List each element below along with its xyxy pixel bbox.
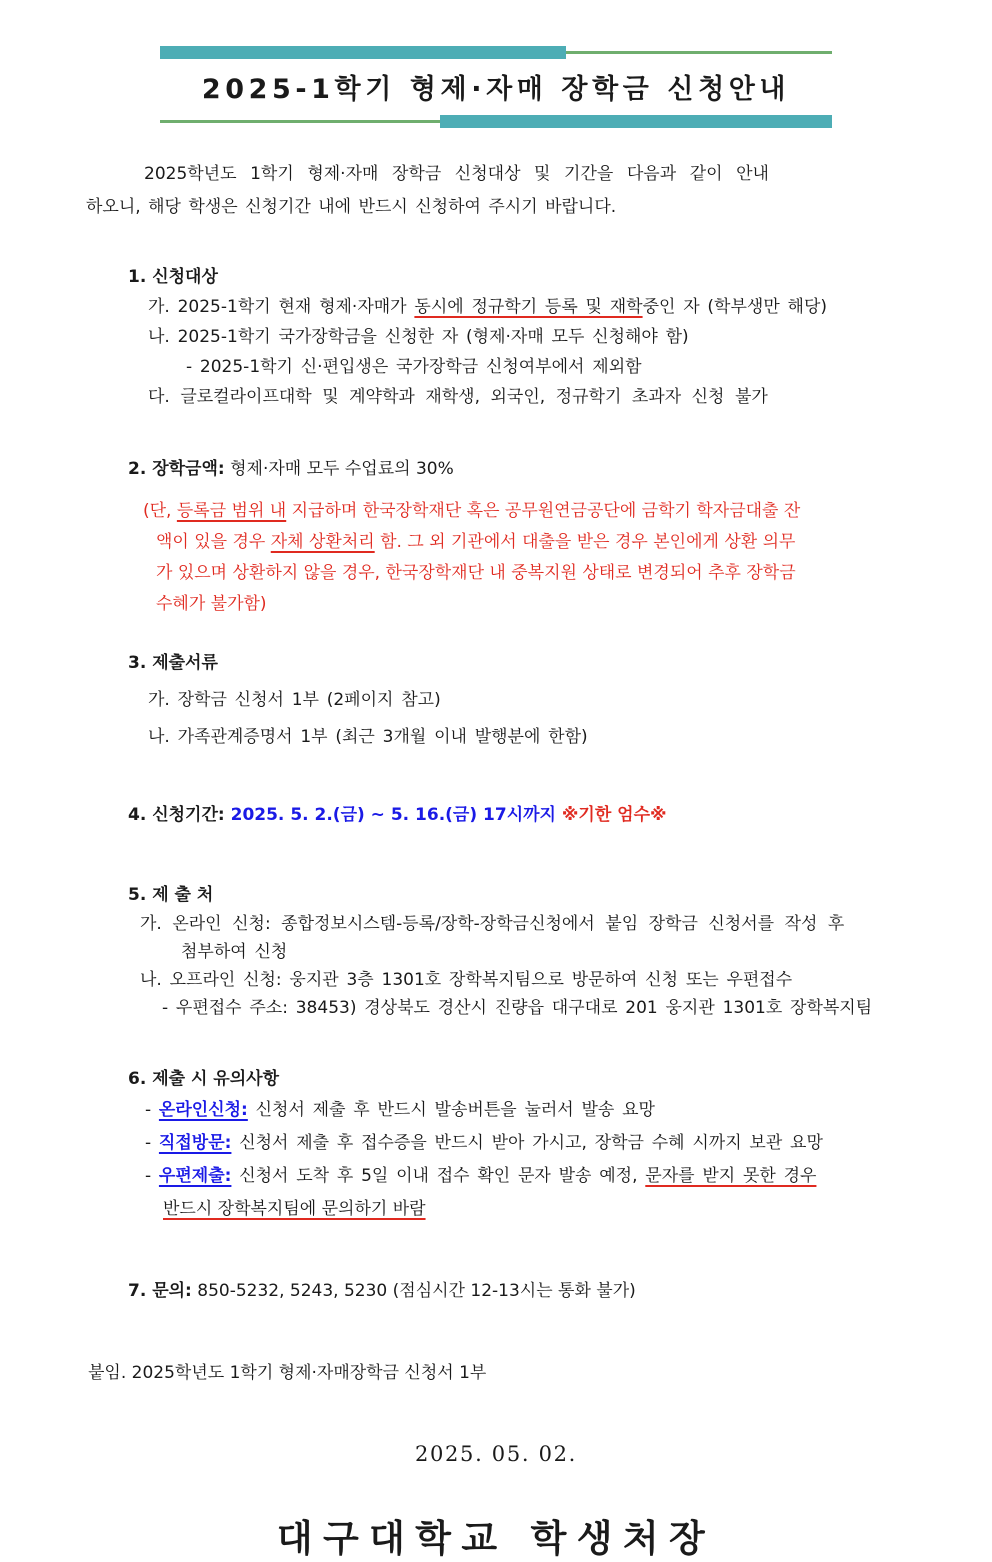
section-scholarship-amount	[0, 454, 992, 620]
notice-document	[0, 46, 992, 1560]
red-underlined-text: 등록금 범위 내	[176, 501, 287, 521]
teal-bar-top	[160, 46, 566, 59]
red-underlined-text: 반드시 장학복지팀에 문의하기 바람	[163, 1199, 426, 1219]
section-4-line	[128, 800, 992, 830]
intro-line-2: 하오니, 해당 학생은 신청기간 내에 반드시 신청하여 주시기 바랍니다.	[86, 197, 617, 217]
section-6-heading: 6. 제출 시 유의사항	[128, 1069, 279, 1089]
section-1-item-na-sub: - 2025-1학기 신·편입생은 국가장학금 신청여부에서 제외함	[186, 357, 642, 377]
title-banner	[160, 46, 832, 128]
attachment-note: 붙임. 2025학년도 1학기 형제·자매장학금 신청서 1부	[88, 1363, 487, 1383]
mail-submission-label: 우편제출:	[158, 1166, 232, 1186]
red-note-line-3: 가 있으며 상환하지 않을 경우, 한국장학재단 내 중복지원 상태로 변경되어 추후 장학금	[156, 563, 796, 583]
contact-numbers: 850-5232, 5243, 5230 (점심시간 12-13시는 통화 불가)	[191, 1281, 636, 1301]
section-1-item-da: 다. 글로컬라이프대학 및 계약학과 재학생, 외국인, 정규학기 초과자 신청 불가	[148, 387, 768, 407]
section-contact	[0, 1276, 992, 1306]
section-submission-notes	[0, 1064, 992, 1226]
section-submission-place	[0, 880, 992, 1022]
section-6-item-online: - 온라인신청: 신청서 제출 후 반드시 발송버튼을 눌러서 발송 요망	[145, 1100, 655, 1120]
section-5-heading: 5. 제 출 처	[128, 885, 214, 905]
section-3-item-na: 나. 가족관계증명서 1부 (최근 3개월 이내 발행분에 한함)	[148, 727, 588, 747]
deadline-warning: ※기한 엄수※	[561, 805, 667, 825]
section-5-item-na-sub: - 우편접수 주소: 38453) 경상북도 경산시 진량읍 대구대로 201 웅지관 1301호 장학복지팀	[162, 998, 873, 1018]
section-1-item-na: 나. 2025-1학기 국가장학금을 신청한 자 (형제·자매 모두 신청해야 함)	[148, 327, 689, 347]
red-note-line-1: (단, 등록금 범위 내 지급하며 한국장학재단 혹은 공무원연금공단에 금학기 학자금대출 잔	[143, 501, 801, 521]
section-1-heading: 1. 신청대상	[128, 267, 218, 287]
banner-top-row	[160, 46, 832, 59]
red-underlined-text: 문자를 받지 못한 경우	[645, 1166, 817, 1186]
red-underlined-text: 자체 상환처리	[270, 532, 375, 552]
red-note-line-2: 액이 있을 경우 자체 상환처리 함. 그 외 기관에서 대출을 받은 경우 본인에게 상환 의무	[156, 532, 796, 552]
section-3-item-ga: 가. 장학금 신청서 1부 (2페이지 참고)	[148, 690, 441, 710]
page-title: 2025-1학기 형제·자매 장학금 신청안내	[201, 74, 791, 105]
application-period-dates: 2025. 5. 2.(금) ~ 5. 16.(금) 17시까지	[224, 805, 562, 825]
red-note-line-4: 수혜가 불가함)	[156, 594, 267, 614]
section-6-item-mail-line-2	[163, 1193, 992, 1226]
issuer-signature: 대구대학교 학생처장	[276, 1516, 716, 1560]
contact-label: 7. 문의:	[128, 1281, 192, 1301]
green-line-bottom	[160, 120, 440, 123]
section-7-line	[128, 1276, 992, 1306]
intro-paragraph	[86, 158, 906, 224]
direct-visit-label: 직접방문:	[158, 1133, 232, 1153]
section-application-period	[0, 800, 992, 830]
issue-date: 2025. 05. 02.	[414, 1442, 578, 1466]
section-5-item-ga-line-1: 가. 온라인 신청: 종합정보시스템-등록/장학-장학금신청에서 붙임 장학금 신청서를 작성 후	[140, 914, 845, 934]
section-2-red-note	[143, 496, 892, 620]
section-6-item-mail: - 우편제출: 신청서 도착 후 5일 이내 접수 확인 문자 발송 예정, 문자를 받지 못한 경우	[145, 1166, 817, 1186]
section-4-label: 4. 신청기간:	[128, 805, 225, 825]
section-5-item-ga-line-2: 첨부하여 신청	[181, 942, 288, 962]
section-applicant-eligibility	[0, 262, 992, 412]
banner-bottom-row	[160, 115, 832, 128]
section-1-item-ga: 가. 2025-1학기 현재 형제·자매가 동시에 정규학기 등록 및 재학중인 자 (학부생만 해당)	[148, 297, 828, 317]
section-3-heading: 3. 제출서류	[128, 653, 218, 673]
online-application-label: 온라인신청:	[158, 1100, 248, 1120]
intro-line-1: 2025학년도 1학기 형제·자매 장학금 신청대상 및 기간을 다음과 같이 안내	[144, 164, 769, 184]
section-5-item-na: 나. 오프라인 신청: 웅지관 3층 1301호 장학복지팀으로 방문하여 신청 또는 우편접수	[140, 970, 793, 990]
green-line-top	[566, 51, 832, 54]
section-6-item-visit: - 직접방문: 신청서 제출 후 접수증을 반드시 받아 가시고, 장학금 수혜 시까지 보관 요망	[145, 1133, 823, 1153]
red-underlined-text: 동시에 정규학기 등록 및 재학	[414, 297, 643, 317]
section-required-documents	[0, 648, 992, 752]
section-2-heading: 2. 장학금액: 형제·자매 모두 수업료의 30%	[128, 459, 454, 479]
teal-bar-bottom	[440, 115, 832, 128]
